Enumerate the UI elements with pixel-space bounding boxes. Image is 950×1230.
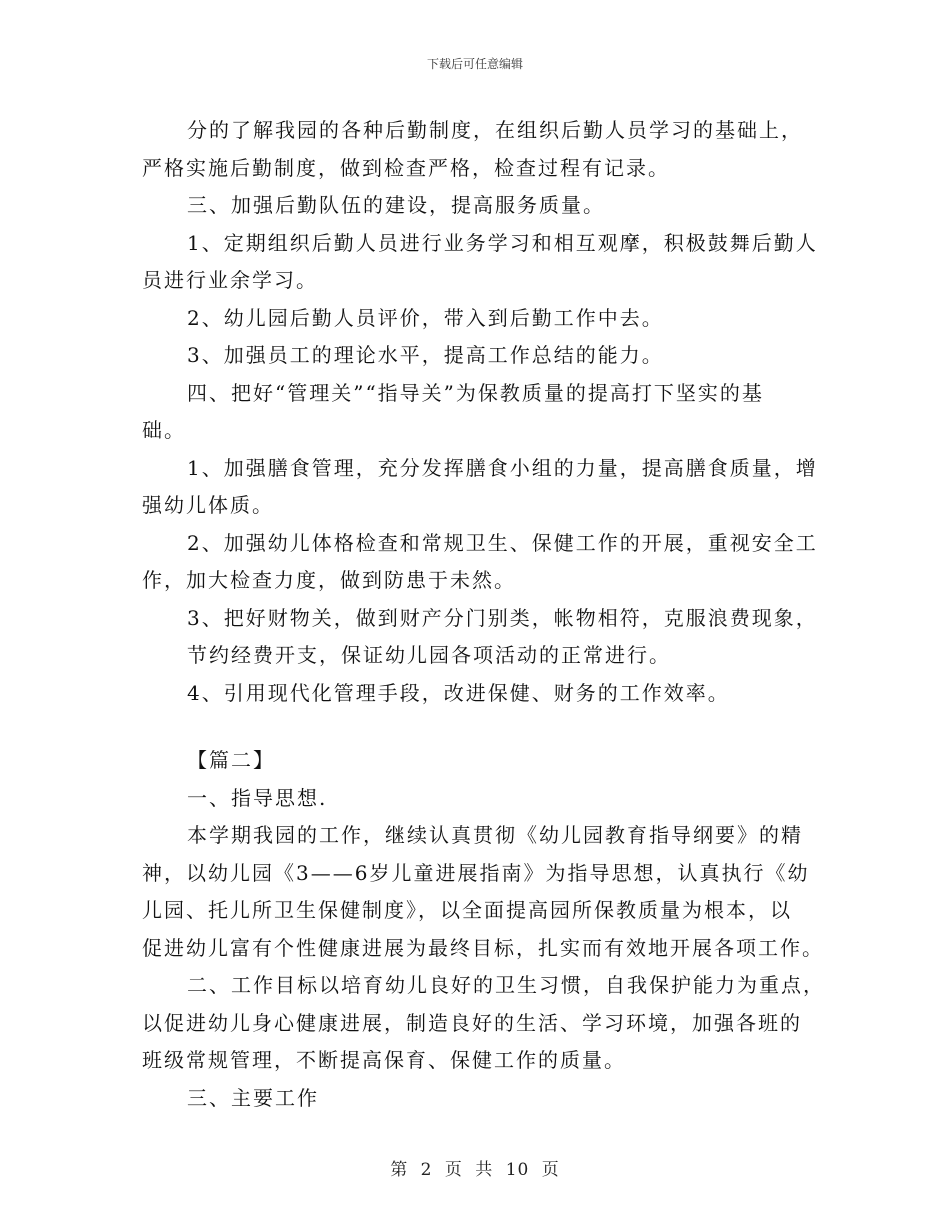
text-line: 班级常规管理，不断提高保育、保健工作的质量。 xyxy=(142,1048,626,1072)
text-line: 促进幼儿富有个性健康进展为最终目标，扎实而有效地开展各项工作。 xyxy=(142,935,824,960)
text-line: 1、定期组织后勤人员进行业务学习和相互观摩，积极鼓舞后勤人 xyxy=(187,230,818,255)
text-line: 3、把好财物关，做到财产分门别类，帐物相符，克服浪费现象， xyxy=(187,605,818,630)
text-line: 2、幼儿园后勤人员评价，带入到后勤工作中去。 xyxy=(187,305,664,330)
page-number-footer: 第 2 页 共 10 页 xyxy=(390,1160,560,1180)
text-line: 强幼儿体质。 xyxy=(142,493,274,517)
document-body xyxy=(142,112,825,1117)
text-line: 本学期我园的工作，继续认真贯彻《幼儿园教育指导纲要》的精 xyxy=(187,823,803,847)
section-heading: 一、指导思想. xyxy=(187,785,328,810)
section-heading: 四、把好“管理关”“指导关”为保教质量的提高打下坚实的基 xyxy=(187,380,764,405)
page-header-note: 下载后可任意编辑 xyxy=(426,57,523,71)
text-line: 节约经费开支，保证幼儿园各项活动的正常进行。 xyxy=(187,643,671,667)
section-heading: 三、主要工作 xyxy=(187,1085,319,1110)
text-line: 作，加大检查力度，做到防患于未然。 xyxy=(142,568,516,592)
text-line: 员进行业余学习。 xyxy=(142,268,318,292)
text-line: 4、引用现代化管理手段，改进保健、财务的工作效率。 xyxy=(187,680,730,705)
text-line: 1、加强膳食管理，充分发挥膳食小组的力量，提高膳食质量，增 xyxy=(187,455,818,480)
text-line: 神，以幼儿园《3——6岁儿童进展指南》为指导思想，认真执行《幼 xyxy=(142,860,810,885)
chapter-heading: 【篇二】 xyxy=(187,748,275,772)
section-heading: 三、加强后勤队伍的建设，提高服务质量。 xyxy=(187,193,605,217)
section-heading: 二、工作目标以培育幼儿良好的卫生习惯，自我保护能力为重点， xyxy=(187,973,825,997)
text-line: 2、加强幼儿体格检查和常规卫生、保健工作的开展，重视安全工 xyxy=(187,530,818,555)
text-line: 分的了解我园的各种后勤制度，在组织后勤人员学习的基础上， xyxy=(187,118,803,142)
text-line: 3、加强员工的理论水平，提高工作总结的能力。 xyxy=(187,343,664,367)
text-line: 严格实施后勤制度，做到检查严格，检查过程有记录。 xyxy=(142,155,670,180)
text-line: 以促进幼儿身心健康进展，制造良好的生活、学习环境，加强各班的 xyxy=(142,1010,802,1035)
text-line: 础。 xyxy=(142,418,186,442)
text-line: 儿园、托儿所卫生保健制度》，以全面提高园所保教质量为根本，以 xyxy=(142,898,792,922)
